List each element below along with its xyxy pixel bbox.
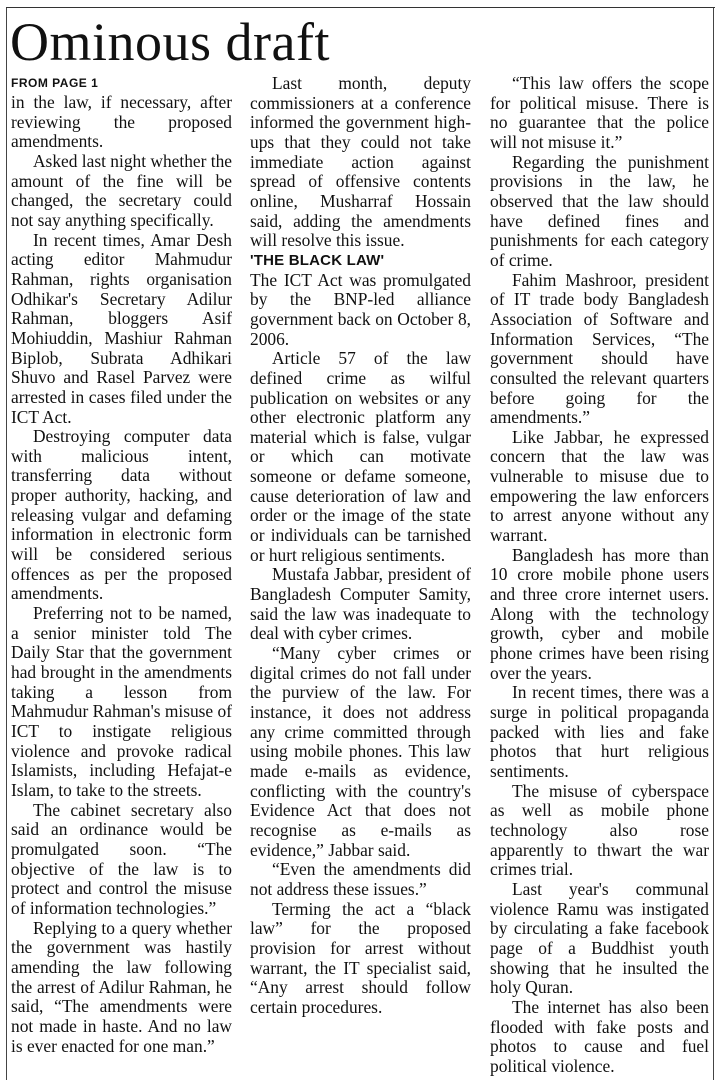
paragraph: Regarding the punishment provisions in the law, he observed that the law should have defined fines and punishments for each category of crime.: [490, 151, 709, 270]
paragraph: “This law offers the scope for political misuse. There is no guarantee that the police will not misuse it.”: [490, 74, 709, 152]
paragraph: Last year's communal violence Ramu was instigated by circulating a fake facebook page of a Buddhist youth showing that he insulted the holy Quran.: [490, 878, 709, 998]
headline: Ominous draft: [10, 12, 330, 72]
paragraph: Fahim Mashroor, president of IT trade body Bangladesh Association of Software and Information Services, “The government should have consulted the relevant quarters before going for the amendments.”: [490, 269, 709, 428]
article-column-2: [250, 74, 471, 1078]
paragraph: Mustafa Jabbar, president of Bangladesh Computer Samity, said the law was inadequate to deal with cyber crimes.: [250, 564, 471, 644]
kicker: FROM PAGE 1: [11, 76, 99, 90]
paragraph: Article 57 of the law defined crime as wilful publication on websites or any other electronic platform any material which is false, vulgar or which can motivate someone or defame someone, cause deterioration of law and order or the image of the state or individuals can be tarnished or hurt religious sentiments.: [250, 348, 471, 565]
paragraph: The cabinet secretary also said an ordinance would be promulgated soon. “The objective of the law is to protect and control the misuse of information technologies.”: [11, 799, 232, 918]
subhead: 'THE BLACK LAW': [250, 251, 385, 269]
paragraph: “Even the amendments did not address these issues.”: [250, 859, 471, 899]
paragraph: Preferring not to be named, a senior minister told The Daily Star that the government had brought in the amendments taking a lesson from Mahmudur Rahman's misuse of ICT to instigate religious violence and provoke radical Islamists, including Hefajat-e Islam, to take to the streets.: [11, 603, 232, 800]
article-column-1: [11, 74, 232, 1078]
paragraph: In recent times, Amar Desh acting editor Mahmudur Rahman, rights organisation Odhikar's Secretary Adilur Rahman, bloggers Asif Mohiuddin, Mashiur Rahman Biplob, Subrata Adhikari Shuvo and Rasel Parvez were arrested in cases filed under the ICT Act.: [11, 229, 232, 427]
paragraph: The internet has also been flooded with fake posts and photos to cause and fuel political violence.: [490, 996, 709, 1076]
paragraph: Last month, deputy commissioners at a conference informed the government high-ups that they could not take immediate action against spread of offensive contents online, Musharraf Hossain said, adding the amendments will resolve this issue.: [250, 74, 471, 251]
paragraph: Like Jabbar, he expressed concern that the law was vulnerable to misuse due to empowering the law enforcers to arrest anyone without any warrant.: [490, 426, 709, 546]
article-column-3: [490, 74, 709, 1078]
paragraph: In recent times, there was a surge in political propaganda packed with lies and fake photos that hurt religious sentiments.: [490, 682, 709, 781]
paragraph: Destroying computer data with malicious intent, transferring data without proper authority, hacking, and releasing vulgar and defaming information in electronic form will be considered serious offences as per the proposed amendments.: [11, 426, 232, 604]
left-rule: [6, 8, 7, 1080]
right-rule: [713, 8, 714, 1080]
paragraph: Asked last night whether the amount of the fine will be changed, the secretary could not say anything specifically.: [11, 150, 232, 230]
paragraph: Terming the act a “black law” for the proposed provision for arrest without warrant, the IT specialist said, “Any arrest should follow certain procedures.: [250, 898, 471, 1017]
paragraph: Bangladesh has more than 10 crore mobile phone users and three crore internet users. Along with the technology growth, cyber and mobile phone crimes have been rising over the years.: [490, 544, 709, 683]
paragraph: in the law, if necessary, after reviewing the proposed amendments.: [11, 92, 232, 152]
paragraph: Replying to a query whether the government was hastily amending the law following the arrest of Adilur Rahman, he said, “The amendments were not made in haste. And no law is ever enacted for one man.”: [11, 917, 232, 1056]
paragraph: “Many cyber crimes or digital crimes do not fall under the purview of the law. For instance, it does not address any crime committed through using mobile phones. This law made e-mails as evidence, conflicting with the country's Evidence Act that does not recognise as e-mails as evidence,” Jabbar said.: [250, 643, 471, 860]
paragraph: The ICT Act was promulgated by the BNP-led alliance government back on October 8, 2006.: [250, 269, 471, 349]
paragraph: The misuse of cyberspace as well as mobile phone technology also rose apparently to thwart the war crimes trial.: [490, 780, 709, 880]
top-rule: [6, 7, 715, 8]
